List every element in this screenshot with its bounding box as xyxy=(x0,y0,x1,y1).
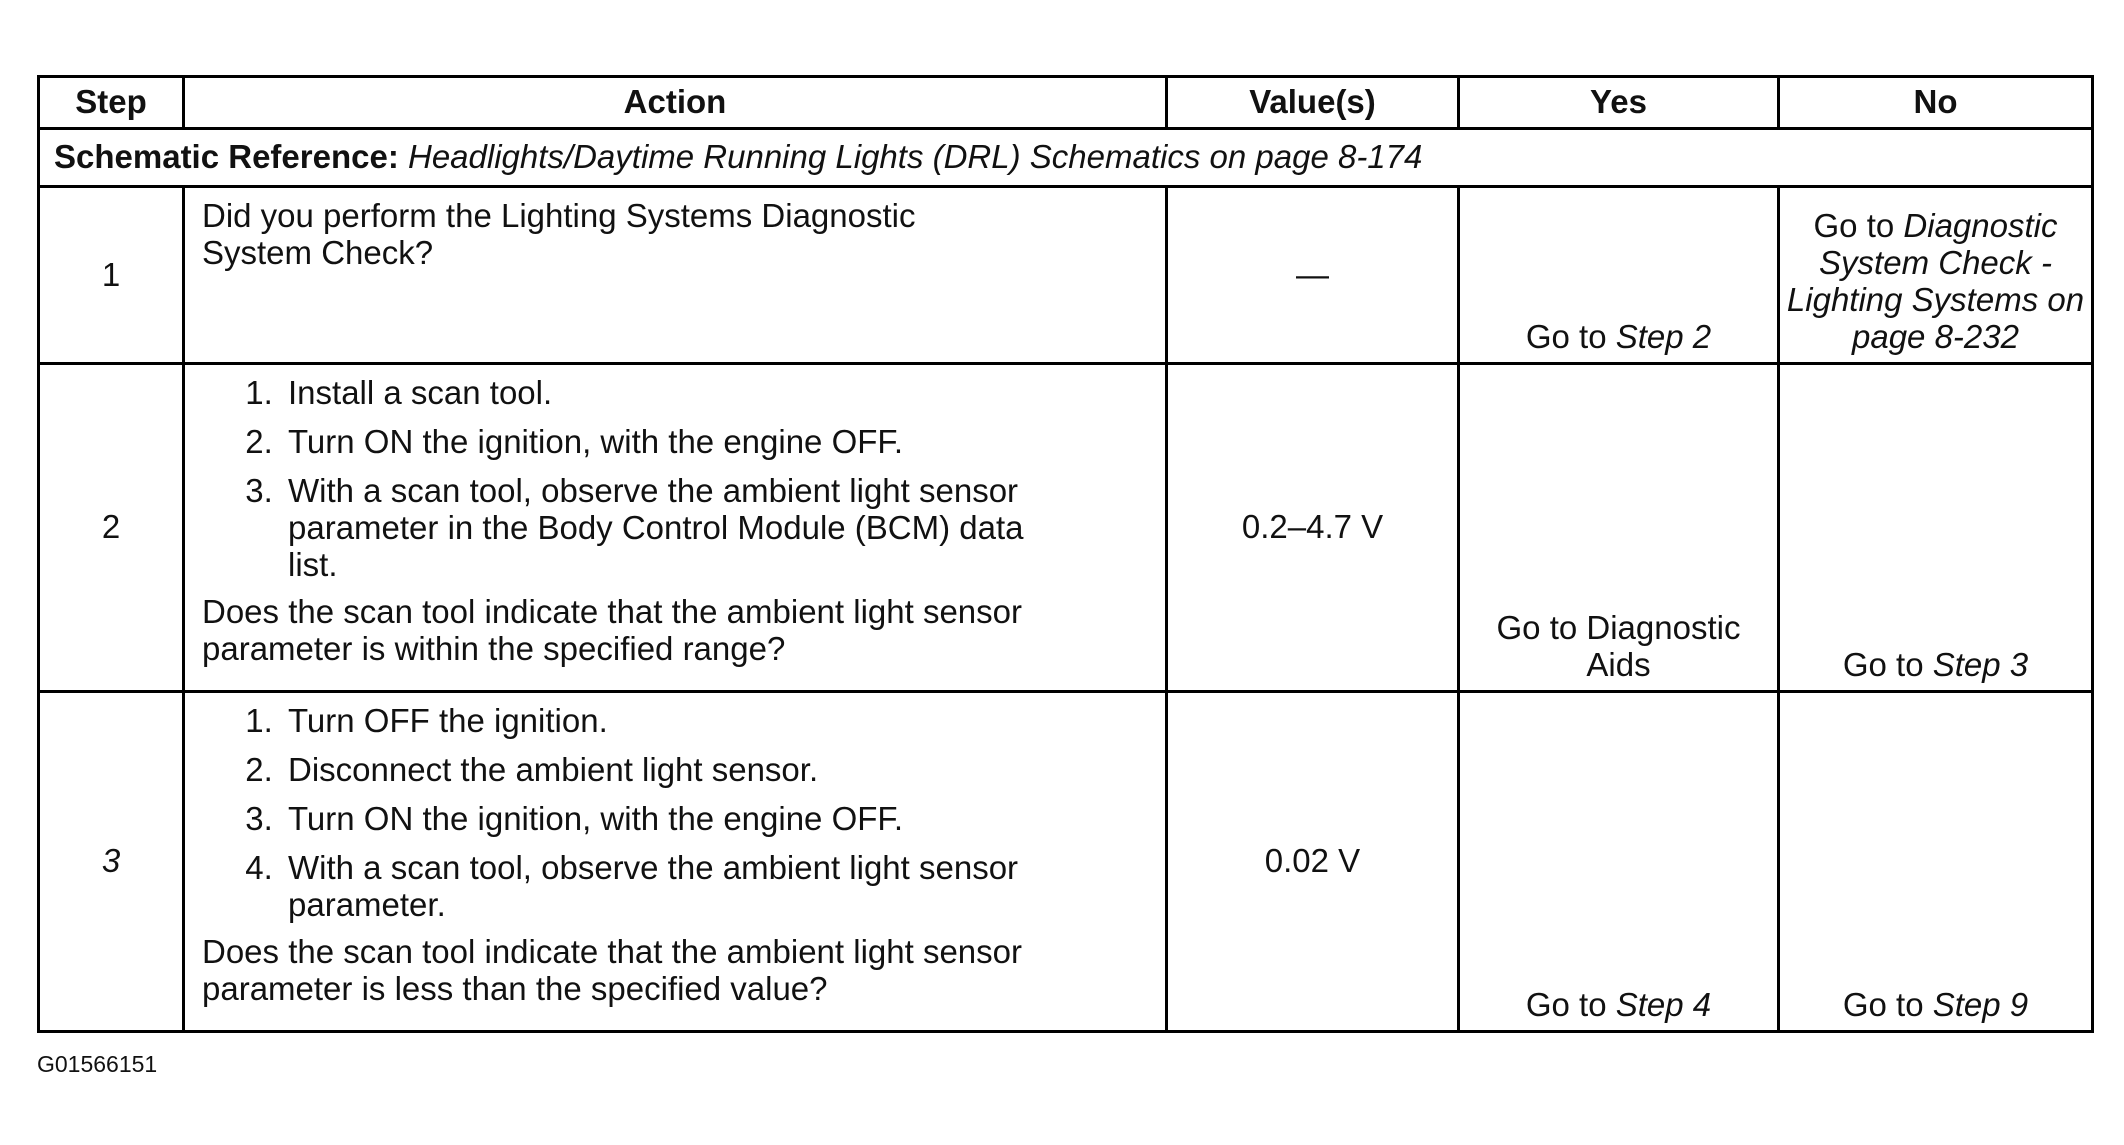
action-question: Did you perform the Lighting Systems Diagnostic System Check? xyxy=(202,197,916,271)
action-cell xyxy=(184,692,1167,1032)
schematic-reference xyxy=(39,129,2093,187)
step-number: 1 xyxy=(39,187,184,364)
action-cell xyxy=(184,364,1167,692)
schematic-label: Schematic Reference: xyxy=(54,138,399,176)
step-number: 3 xyxy=(39,692,184,1032)
yes-link: Step 2 xyxy=(1615,318,1712,356)
action-item: 1. Install a scan tool. xyxy=(282,375,1155,412)
no-cell xyxy=(1779,364,2093,692)
yes-cell xyxy=(1459,364,1779,692)
action-item: 2. Turn ON the ignition, with the engine OFF. xyxy=(282,424,1155,461)
figure-code: G01566151 xyxy=(37,1051,158,1077)
value-cell: — xyxy=(1167,187,1459,364)
no-prefix: Go to xyxy=(1813,207,1904,245)
action-item: 3. With a scan tool, observe the ambient light sensor parameter in the Body Control Module (BCM) data list. xyxy=(282,473,1155,584)
action-item: 2. Disconnect the ambient light sensor. xyxy=(282,752,1155,789)
header-action: Action xyxy=(184,77,1167,129)
no-cell xyxy=(1779,692,2093,1032)
header-no: No xyxy=(1779,77,2093,129)
action-question: Does the scan tool indicate that the ambient light sensor parameter is less than the specified value? xyxy=(202,932,1022,1007)
no-cell xyxy=(1779,187,2093,364)
action-item: 4. With a scan tool, observe the ambient light sensor parameter. xyxy=(282,850,1155,924)
yes-cell xyxy=(1459,187,1779,364)
table-row xyxy=(39,187,2093,364)
value-cell: 0.02 V xyxy=(1167,692,1459,1032)
schematic-row xyxy=(39,129,2093,187)
action-list xyxy=(202,375,1155,584)
action-cell xyxy=(184,187,1167,364)
yes-link: Step 4 xyxy=(1615,986,1712,1024)
header-row xyxy=(39,77,2093,129)
no-link: Diagnostic System Check - Lighting Systems on page 8-232 xyxy=(1786,207,2085,356)
no-link: Step 3 xyxy=(1932,646,2029,684)
yes-prefix: Go to xyxy=(1525,318,1616,356)
action-question: Does the scan tool indicate that the ambient light sensor parameter is within the specified range? xyxy=(202,592,1022,667)
header-values: Value(s) xyxy=(1167,77,1459,129)
action-item: 1. Turn OFF the ignition. xyxy=(282,703,1155,740)
no-prefix: Go to xyxy=(1842,986,1933,1024)
table-row xyxy=(39,692,2093,1032)
table-row xyxy=(39,364,2093,692)
action-list xyxy=(202,703,1155,924)
value-cell: 0.2–4.7 V xyxy=(1167,364,1459,692)
no-prefix: Go to xyxy=(1842,646,1933,684)
yes-text: Go to Diagnostic Aids xyxy=(1496,609,1741,684)
step-number: 2 xyxy=(39,364,184,692)
diagnostic-table xyxy=(37,75,2094,1033)
header-step: Step xyxy=(39,77,184,129)
action-item: 3. Turn ON the ignition, with the engine OFF. xyxy=(282,801,1155,838)
schematic-text: Headlights/Daytime Running Lights (DRL) Schematics on page 8-174 xyxy=(408,138,1423,176)
header-yes: Yes xyxy=(1459,77,1779,129)
yes-prefix: Go to xyxy=(1525,986,1616,1024)
no-link: Step 9 xyxy=(1932,986,2029,1024)
yes-cell xyxy=(1459,692,1779,1032)
